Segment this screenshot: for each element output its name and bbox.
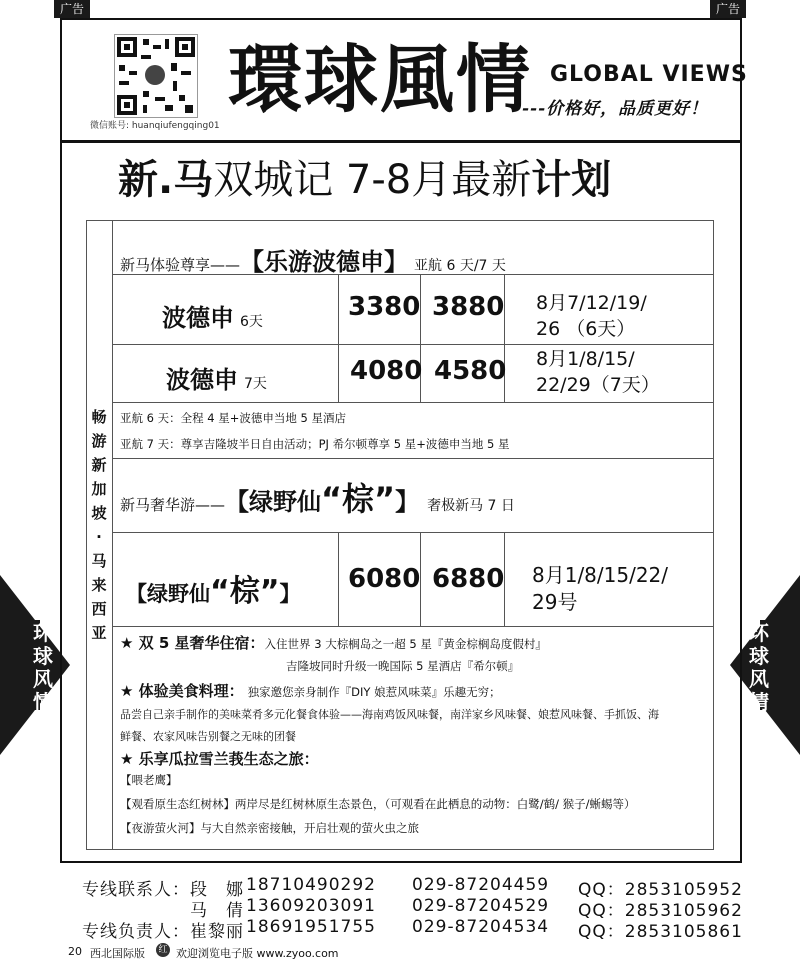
- wechat-account: 微信账号: huanqiufengqing01: [90, 121, 220, 131]
- contact-phone: 029-87204529: [412, 896, 550, 916]
- contact-phone: 029-87204459: [412, 875, 550, 895]
- tour-row-name: 波德申 6天: [162, 304, 263, 332]
- tour-price-premium: 3880: [432, 292, 505, 322]
- tour-price-adult: 6080: [348, 564, 421, 594]
- contact-mobile: 18710490292: [246, 875, 376, 895]
- contact-mobile: 18691951755: [246, 917, 376, 937]
- brand-logo: 環球風情: [228, 37, 532, 123]
- tour-dates: 8月1/8/15/ 22/29（7天）: [536, 348, 660, 396]
- edition-badge-icon: 红: [156, 943, 170, 957]
- contact-qq: QQ：2853105861: [578, 922, 743, 942]
- slogan: ---价格好，品质更好！: [522, 99, 709, 119]
- highlight-eco-item: 【夜游萤火河】与大自然亲密接触，开启壮观的萤火虫之旅: [120, 821, 419, 835]
- contact-qq: QQ：2853105952: [578, 880, 743, 900]
- tour-price-adult: 4080: [350, 356, 423, 386]
- footer-text[interactable]: 欢迎浏览电子版 www.zyoo.com: [176, 947, 339, 960]
- highlight-food: ★ 体验美食料理： 独家邀您亲身制作『DIY 娘惹风味菜』乐趣无穷；: [120, 682, 501, 700]
- highlight-food-3: 鲜餐、农家风味告别餐之无味的团餐: [120, 730, 296, 743]
- highlight-eco: ★ 乐享瓜拉雪兰莪生态之旅：: [120, 750, 319, 768]
- ad-tag-left: 广告: [54, 0, 90, 18]
- tour-dates: 8月1/8/15/22/ 29号: [532, 563, 669, 614]
- section2-header: 新马奢华游——【绿野仙“棕”】 奢极新马 7 日: [120, 480, 515, 518]
- tour-row-name: 波德申 7天: [166, 366, 267, 394]
- edition-label: 西北国际版: [90, 947, 145, 960]
- contact-phone: 029-87204534: [412, 917, 550, 937]
- tour-row-name: 【绿野仙“棕”】: [126, 574, 301, 609]
- table-side-column-line: [112, 220, 113, 850]
- tour-price-premium: 6880: [432, 564, 505, 594]
- contact-qq: QQ：2853105962: [578, 901, 743, 921]
- tour-price-premium: 4580: [434, 356, 507, 386]
- tour-price-adult: 3380: [348, 292, 421, 322]
- note-6day: 亚航 6 天：全程 4 星+波德申当地 5 星酒店: [120, 411, 347, 425]
- brand-english: GLOBAL VIEWS: [550, 62, 748, 87]
- page-number: 20: [68, 945, 82, 958]
- qr-code-icon: [114, 34, 198, 118]
- section1-header: 新马体验尊享——【乐游波德申】 亚航 6 天/7 天: [120, 248, 506, 276]
- tour-dates: 8月7/12/19/ 26 （6天）: [536, 292, 647, 340]
- contact-label: 专线联系人：段 娜: [82, 880, 244, 900]
- header-divider: [60, 140, 742, 143]
- highlight-hotel-2: 吉隆坡同时升级一晚国际 5 星酒店『希尔顿』: [286, 659, 520, 673]
- contact-label: 马 倩: [190, 901, 244, 921]
- side-vertical-label: 畅 游 新 加 坡 · 马 来 西 亚: [91, 408, 107, 642]
- contact-label: 专线负责人：崔黎丽: [82, 922, 244, 942]
- highlight-hotel: ★ 双 5 星奢华住宿：入住世界 3 大棕榈岛之一超 5 星『黄金棕榈岛度假村』: [120, 634, 547, 652]
- contact-mobile: 13609203091: [246, 896, 376, 916]
- ad-tag-right: 广告: [710, 0, 746, 18]
- side-badge-right: 环 球 风 情: [749, 621, 769, 714]
- page-title: 新.马双城记 7-8月最新计划: [118, 157, 612, 203]
- highlight-eco-item: 【观看原生态红树林】两岸尽是红树林原生态景色，（可观看在此栖息的动物：白鹭/鹤/ 猴子/蜥蜴等）: [120, 797, 636, 811]
- side-badge-left: 环 球 风 情: [33, 621, 53, 714]
- note-7day: 亚航 7 天：尊享吉隆坡半日自由活动；PJ 希尔顿尊享 5 星+波德申当地 5 星: [120, 437, 510, 451]
- highlight-food-2: 品尝自己亲手制作的美味菜肴多元化餐食体验——海南鸡饭风味餐，南洋家乡风味餐、娘惹风味餐、手抓饭、海: [120, 708, 659, 721]
- highlight-eco-item: 【喂老鹰】: [120, 773, 178, 787]
